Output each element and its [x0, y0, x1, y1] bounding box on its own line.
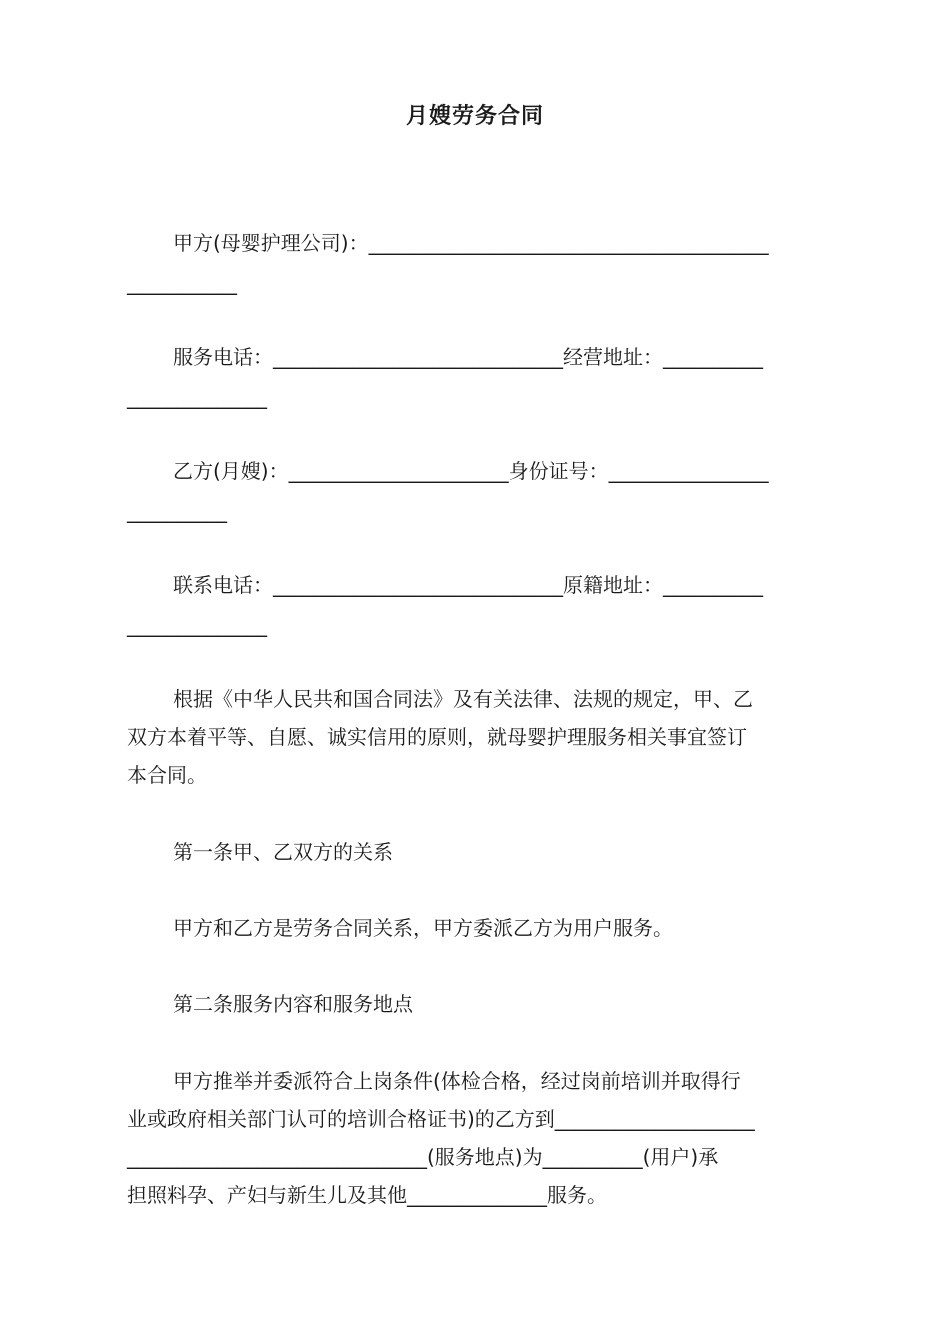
- preamble-line: 根据《中华人民共和国合同法》及有关法律、法规的规定，甲、乙: [173, 687, 753, 711]
- article2-body-line: 业或政府相关部门认可的培训合格证书)的乙方到____________________: [127, 1107, 755, 1131]
- document-title: 月嫂劳务合同: [405, 104, 544, 129]
- preamble-line: 本合同。: [127, 763, 207, 787]
- article2-body-line: 担照料孕、产妇与新生儿及其他______________服务。: [127, 1183, 607, 1207]
- party-a-line: 甲方(母婴护理公司)：________________________________________: [173, 231, 769, 255]
- article2-heading: 第二条服务内容和服务地点: [173, 992, 413, 1016]
- article2-body-line: 甲方推举并委派符合上岗条件(体检合格，经过岗前培训并取得行: [173, 1069, 741, 1093]
- contact-phone-line-continued: ______________: [127, 613, 267, 637]
- service-phone-line-continued: ______________: [127, 385, 267, 409]
- article1-heading: 第一条甲、乙双方的关系: [173, 840, 393, 864]
- contact-phone-line: 联系电话：_____________________________原籍地址：__________: [173, 573, 763, 597]
- article1-body: 甲方和乙方是劳务合同关系，甲方委派乙方为用户服务。: [173, 916, 673, 940]
- article2-body-line: ______________________________(服务地点)为__________(用户)承: [127, 1145, 719, 1169]
- party-b-line-continued: __________: [127, 499, 227, 523]
- party-b-line: 乙方(月嫂)：______________________身份证号：________________: [173, 459, 769, 483]
- service-phone-line: 服务电话：_____________________________经营地址：__________: [173, 345, 763, 369]
- preamble-line: 双方本着平等、自愿、诚实信用的原则，就母婴护理服务相关事宜签订: [127, 725, 747, 749]
- party-a-line-continued: ___________: [127, 271, 237, 295]
